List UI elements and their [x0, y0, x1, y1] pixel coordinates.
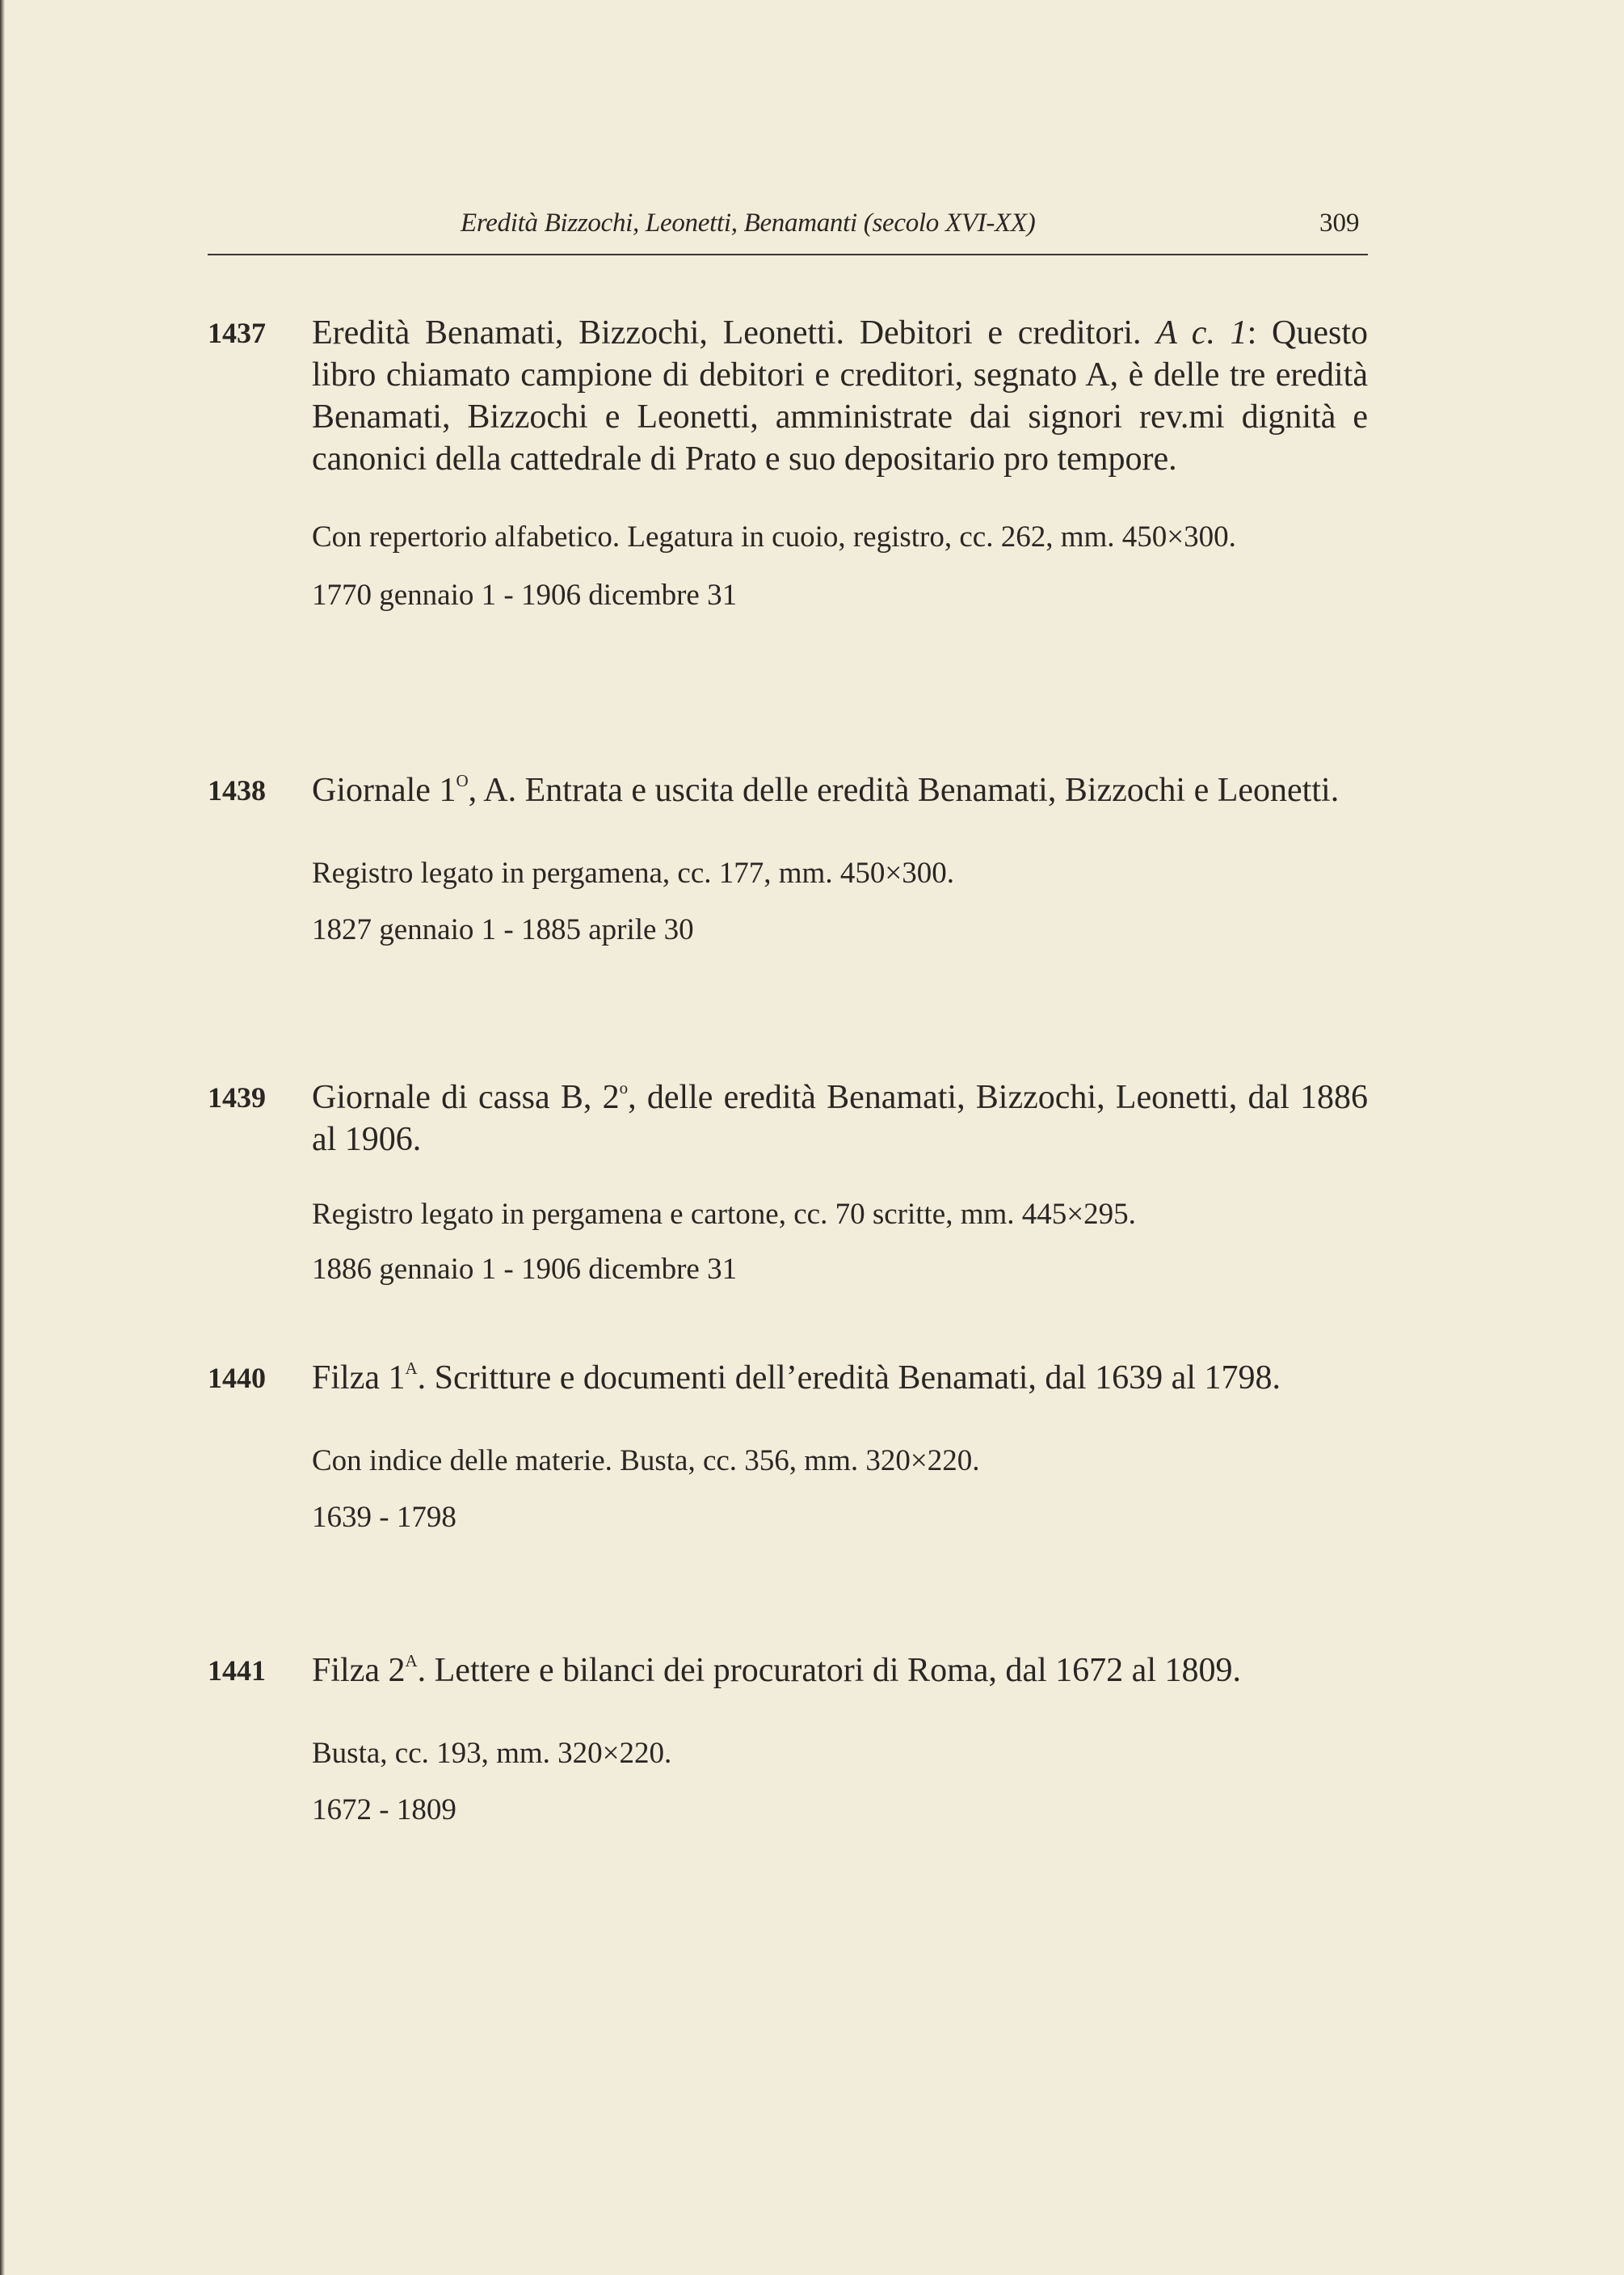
entry-date-range: 1827 gennaio 1 - 1885 aprile 30: [312, 913, 694, 946]
title-text: Giornale di cassa B, 2: [312, 1079, 620, 1116]
title-text: Filza 1: [312, 1359, 406, 1397]
entry-number: 1438: [208, 774, 266, 807]
title-text-cont: , A. Entrata e uscita delle eredità Benamati, Bizzochi e Leonetti.: [468, 772, 1340, 809]
entry-number: 1439: [208, 1081, 266, 1114]
entry-number: 1440: [208, 1362, 266, 1394]
title-italic: A c. 1: [1156, 314, 1247, 352]
entry-title: [312, 1076, 1368, 1161]
page-edge-shadow: [0, 0, 5, 2275]
title-text-cont: . Scritture e documenti dell’eredità Benamati, dal 1639 al 1798.: [417, 1359, 1281, 1397]
running-header-title: Eredità Bizzochi, Leonetti, Benamanti (secolo XVI-XX): [461, 209, 1036, 238]
entry-title: [312, 1357, 1368, 1399]
header-rule: [208, 254, 1368, 255]
title-text-cont: , delle eredità Benamati, Bizzochi, Leonetti, dal 1886 al 1906.: [312, 1079, 1368, 1158]
entry-description: Busta, cc. 193, mm. 320×220.: [312, 1737, 672, 1770]
catalog-entry-1438: [208, 769, 1368, 947]
page-number: 309: [1319, 209, 1360, 238]
catalog-entry-1440: [208, 1357, 1368, 1535]
entry-number: 1441: [208, 1654, 266, 1687]
entry-date-range: 1770 gennaio 1 - 1906 dicembre 31: [312, 579, 738, 612]
catalog-entry-1441: [208, 1649, 1368, 1827]
entry-title: [312, 769, 1368, 811]
entry-date-range: 1886 gennaio 1 - 1906 dicembre 31: [312, 1253, 738, 1286]
title-text-cont: : Questo libro chiamato campione di debitori e creditori, segnato A, è delle tre eredità Benamati, Bizzochi e Leonetti, amministrate dai signori rev.mi dignità e canonici della cattedrale di Prato e suo depositario pro tempore.: [312, 314, 1368, 478]
entry-description: Con indice delle materie. Busta, cc. 356, mm. 320×220.: [312, 1444, 980, 1477]
entry-date-range: 1672 - 1809: [312, 1793, 456, 1826]
entry-title: [312, 1649, 1368, 1692]
title-superscript: O: [456, 771, 469, 791]
title-text: Giornale 1: [312, 772, 456, 809]
title-text: Filza 2: [312, 1652, 406, 1689]
title-superscript: o: [619, 1078, 629, 1098]
entry-date-range: 1639 - 1798: [312, 1501, 456, 1534]
title-text: Eredità Benamati, Bizzochi, Leonetti. Debitori e creditori.: [312, 314, 1157, 352]
entry-title: [312, 312, 1368, 480]
entry-description: Con repertorio alfabetico. Legatura in cuoio, registro, cc. 262, mm. 450×300.: [312, 520, 1236, 554]
catalog-entry-1439: [208, 1076, 1368, 1287]
title-text-cont: . Lettere e bilanci dei procuratori di Roma, dal 1672 al 1809.: [417, 1652, 1241, 1689]
title-superscript: A: [405, 1651, 418, 1671]
title-superscript: A: [405, 1359, 418, 1379]
catalog-entry-1437: [208, 312, 1368, 613]
entry-description: Registro legato in pergamena, cc. 177, mm. 450×300.: [312, 857, 954, 890]
entry-number: 1437: [208, 317, 266, 349]
entry-description: Registro legato in pergamena e cartone, cc. 70 scritte, mm. 445×295.: [312, 1198, 1136, 1231]
